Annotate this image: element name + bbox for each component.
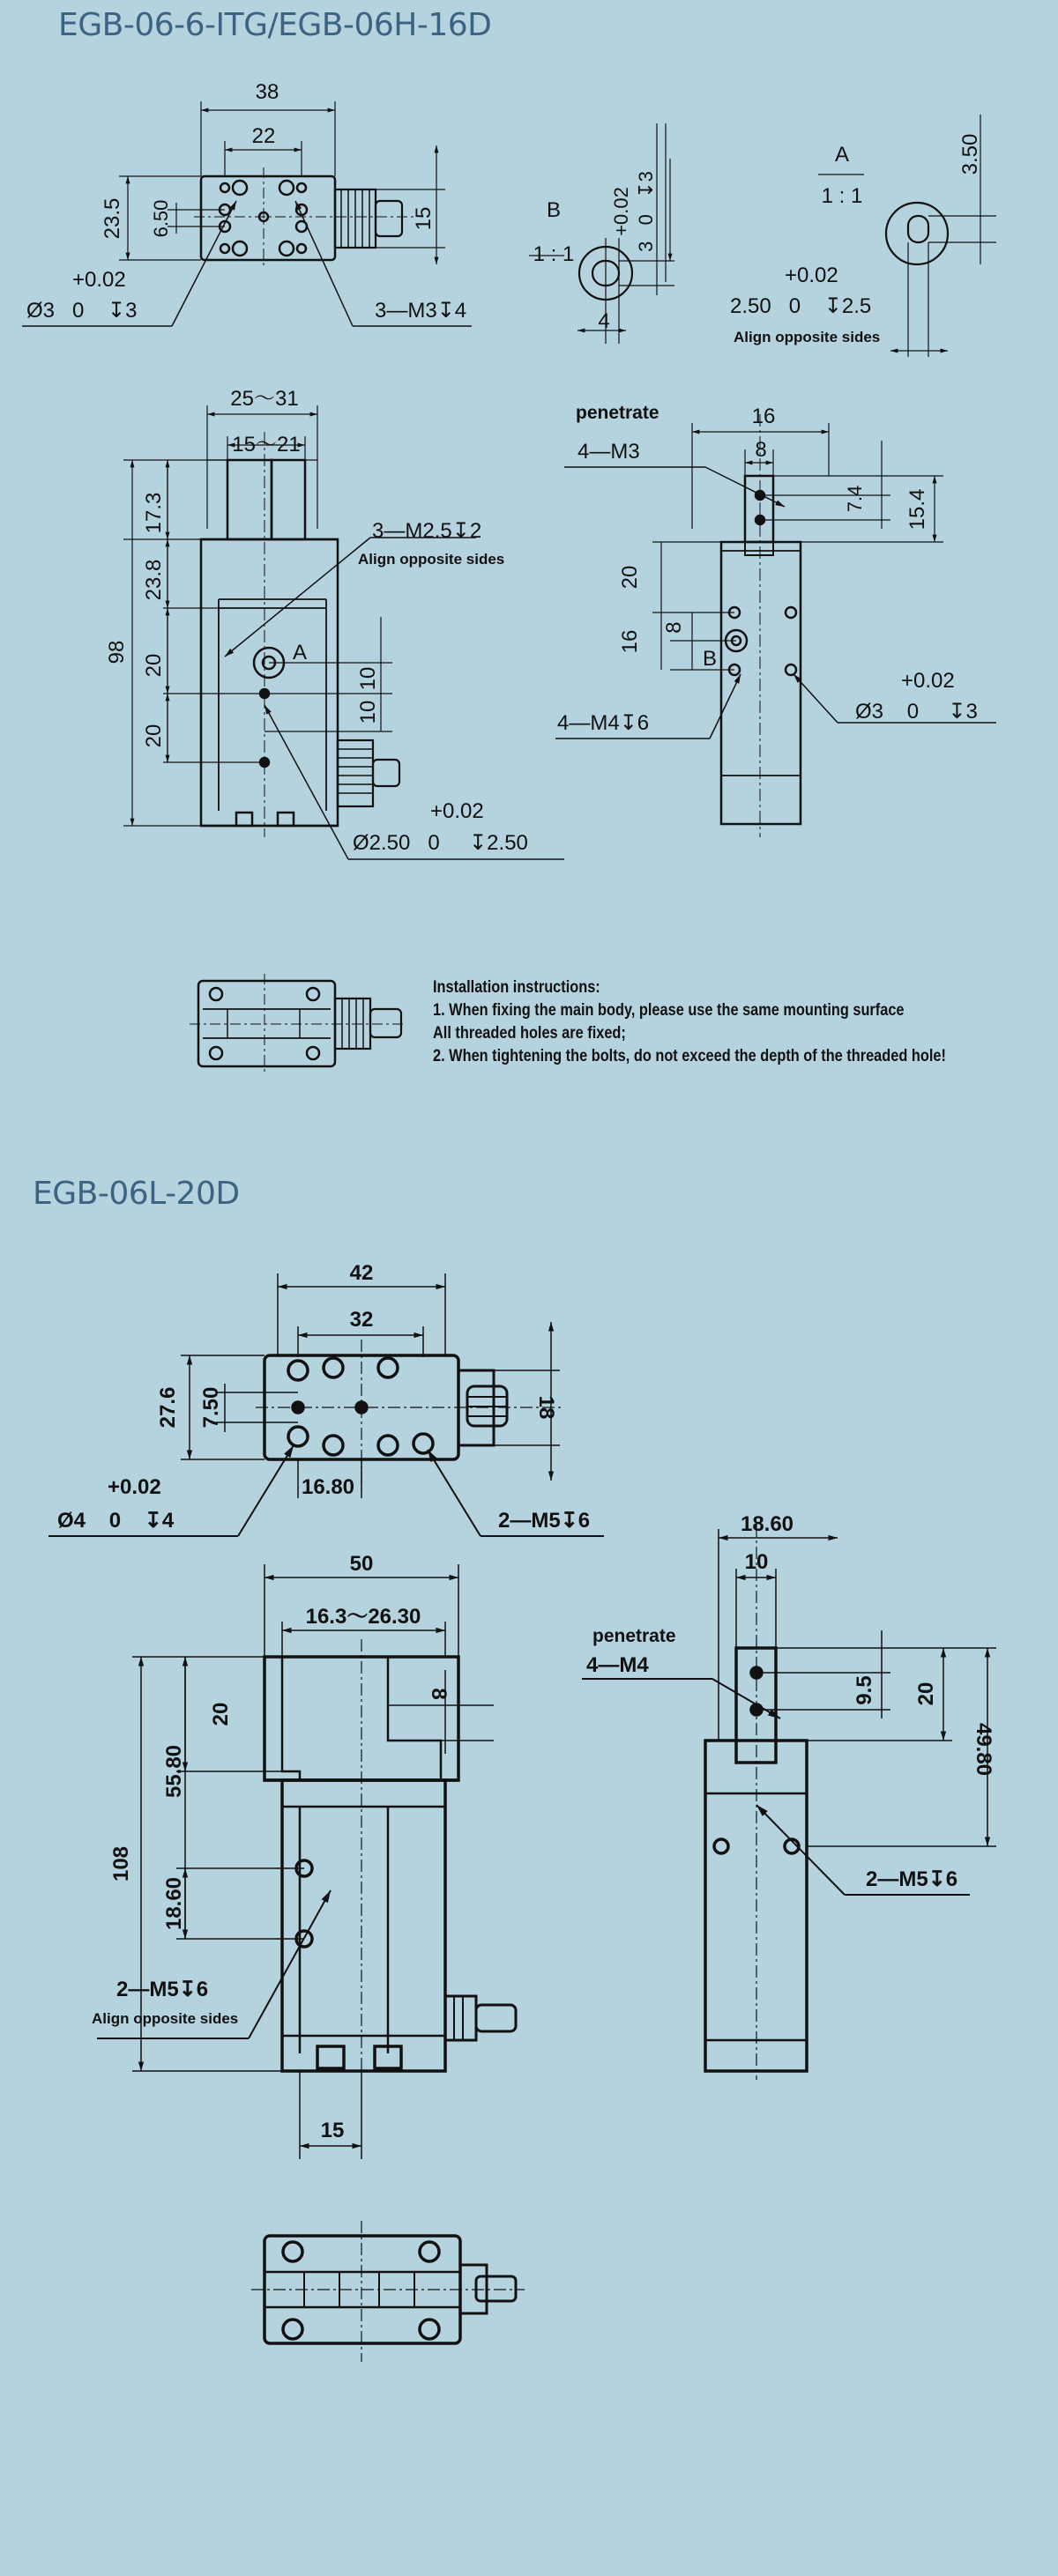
detail-b-tol: +0.02 — [610, 187, 632, 236]
s2-hole: Ø4 0 ↧4 — [57, 1509, 175, 1533]
detail-b-label: B — [546, 198, 562, 222]
detail-b-dim3: 3 0 ↧3 — [635, 171, 657, 252]
dim-18-60: 18.60 — [162, 1876, 186, 1931]
detail-a-dim3-50: 3.50 — [958, 133, 982, 175]
dim-16-3-26-30: 16.3～26.30 — [305, 1605, 421, 1629]
section-title-egb-06-6: EGB-06-6-ITG/EGB-06H-16D — [58, 7, 492, 43]
dim-16-side: 16 — [618, 629, 642, 654]
instruction-line-3: All threaded holes are fixed; — [433, 1024, 626, 1043]
dim-10a: 10 — [356, 666, 380, 691]
dim-49-80: 49.80 — [972, 1722, 995, 1777]
dim-18-60-top: 18.60 — [740, 1512, 794, 1536]
detail-a-label: A — [834, 143, 850, 167]
penetrate-label: penetrate — [576, 403, 659, 423]
s1-bottom-view — [190, 974, 406, 1075]
dim-50: 50 — [349, 1552, 374, 1576]
s2-bottom-view — [251, 2221, 525, 2362]
dim-7-50: 7.50 — [199, 1386, 223, 1429]
s2-front-labels — [92, 1552, 451, 2142]
detail-a-scale: 1 : 1 — [821, 184, 863, 208]
front-tol: +0.02 — [430, 799, 484, 823]
s1-detail-b-labels — [533, 171, 657, 333]
ref-a: A — [292, 641, 308, 664]
dim-15-s2: 15 — [320, 2119, 345, 2142]
dim-38: 38 — [255, 80, 279, 104]
dim-42: 42 — [349, 1261, 374, 1285]
thread-m2-5: 3—M2.5↧2 — [372, 519, 482, 543]
s2-penetrate: penetrate — [592, 1626, 676, 1646]
s2-front-note: Align opposite sides — [92, 2010, 239, 2027]
dim-6-50: 6.50 — [150, 199, 172, 238]
s2-thread: 2—M5↧6 — [498, 1509, 591, 1533]
detail-b-scale: 1 : 1 — [533, 242, 575, 266]
s2-front-thread: 2—M5↧6 — [116, 1978, 209, 2001]
ref-b: B — [702, 647, 718, 671]
s1-front-view — [123, 405, 564, 859]
dim-16-top: 16 — [751, 405, 776, 428]
dim-32: 32 — [349, 1308, 374, 1332]
s2-thread-m4: 4—M4 — [586, 1653, 649, 1677]
dim-15-21: 15～21 — [232, 433, 301, 457]
dim-8-side: 8 — [662, 621, 686, 634]
dim-15: 15 — [412, 206, 436, 231]
dim-8-s2: 8 — [427, 1688, 451, 1700]
dim-9-5: 9.5 — [853, 1675, 876, 1705]
dim-23-5: 23.5 — [101, 197, 124, 240]
dim-15-4: 15.4 — [905, 488, 929, 531]
side-hole: Ø3 0 ↧3 — [855, 700, 978, 724]
installation-instructions — [433, 976, 946, 1068]
dim-16-80: 16.80 — [301, 1475, 355, 1499]
detail-a-note: Align opposite sides — [734, 329, 881, 345]
detail-b-dim4: 4 — [598, 309, 610, 333]
dim-10b: 10 — [356, 700, 380, 724]
s2-side-thread: 2—M5↧6 — [866, 1867, 958, 1891]
dim-108: 108 — [109, 1845, 133, 1882]
dim-23-8: 23.8 — [142, 559, 166, 601]
thread-m4: 4—M4↧6 — [557, 711, 650, 735]
dim-8-top: 8 — [755, 438, 767, 462]
instruction-line-2: 1. When fixing the main body, please use the same mounting surface — [433, 1001, 905, 1020]
s1-side-labels — [557, 403, 978, 735]
detail-a-tol: +0.02 — [785, 264, 838, 287]
front-hole: Ø2.50 0 ↧2.50 — [353, 831, 528, 855]
s2-side-labels — [586, 1512, 995, 1891]
dim-55-80: 55.80 — [162, 1744, 186, 1799]
side-tol: +0.02 — [901, 669, 955, 693]
dim-98: 98 — [105, 640, 129, 664]
dim-7-4: 7.4 — [844, 485, 866, 513]
detail-a-dim2-50: 2.50 0 ↧2.5 — [730, 294, 872, 318]
dim-20b: 20 — [142, 724, 166, 748]
hole-callout: Ø3 0 ↧3 — [26, 299, 138, 323]
thread-callout: 3—M3↧4 — [375, 299, 467, 323]
thread-m3: 4—M3 — [577, 440, 640, 464]
front-note: Align opposite sides — [358, 551, 505, 568]
tolerance-label: +0.02 — [72, 268, 126, 292]
s1-side-view — [555, 414, 996, 837]
s2-front-view — [97, 1564, 516, 2159]
s1-top-view — [22, 101, 472, 326]
dim-17-3: 17.3 — [142, 492, 166, 534]
s1-detail-a-labels — [730, 134, 982, 345]
s2-top-labels — [57, 1261, 590, 1533]
dim-27-6: 27.6 — [156, 1386, 180, 1429]
s2-side-view — [582, 1525, 996, 2080]
dim-10-s2: 10 — [744, 1550, 769, 1574]
dim-20-s2: 20 — [209, 1702, 233, 1726]
instruction-line-1: Installation instructions: — [433, 978, 600, 997]
section-title-egb-06l-20d: EGB-06L-20D — [33, 1176, 240, 1212]
dim-20a: 20 — [142, 653, 166, 678]
dim-20-side-s2: 20 — [914, 1681, 938, 1706]
dim-22: 22 — [251, 124, 276, 148]
s2-tol: +0.02 — [108, 1475, 161, 1499]
dim-20-side: 20 — [618, 565, 642, 590]
instruction-line-4: 2. When tightening the bolts, do not exceed the depth of the threaded hole! — [433, 1047, 946, 1065]
dim-18: 18 — [534, 1395, 558, 1420]
s1-front-labels — [105, 387, 528, 855]
dim-25-31: 25～31 — [230, 387, 299, 411]
